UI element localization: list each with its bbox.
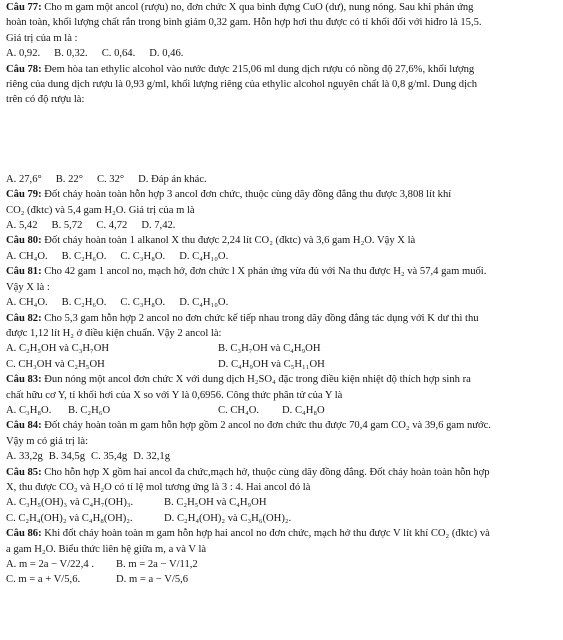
- q79-line2: CO₂ (đktc) và 5,4 gam H₂O. Giá trị của m là: [6, 204, 195, 216]
- q83-option-a: A. C₃H₈O.: [6, 404, 52, 416]
- q84-options: [6, 449, 559, 464]
- q80-option-d: D. C₄H₁₀O.: [179, 250, 229, 262]
- q78-line2: riêng của dung dịch rượu là 0,93 g/ml, khối lượng riêng của ethylic alcohol nguyên chất là 0,8 g/ml. Dung dịch: [6, 79, 478, 91]
- q85-line2: X, thu được CO₂ và H₂O có tỉ lệ mol tương ứng là 3 : 4. Hai ancol đó là: [6, 481, 311, 493]
- q77-line1: Câu 77: Cho m gam một ancol (rượu) no, đơn chức X qua bình đựng CuO (dư), nung nóng. Sau khi phản ứng: [6, 2, 474, 13]
- q85-options-row1: [6, 495, 559, 510]
- q81-line1: Câu 81: Cho 42 gam 1 ancol no, mạch hở, đơn chức l X phản ứng vừa đủ với Na thu được H₂ và 57,4 gam muối.: [6, 266, 487, 278]
- q79-option-b: B. 5,72: [51, 220, 83, 232]
- q82-option-c: C. CH₃OH và C₂H₅OH: [6, 358, 105, 370]
- q78-options: [6, 172, 559, 187]
- q85-option-b: B. C₂H₅OH và C₄H₉OH: [164, 497, 267, 509]
- q79-option-a: A. 5,42: [6, 220, 38, 232]
- q83-option-d: D. C₄H₈O: [282, 404, 325, 416]
- q81-option-d: D. C₄H₁₀O.: [179, 297, 229, 309]
- q78-option-d: D. Đáp án khác.: [138, 173, 207, 185]
- q81-option-a: A. CH₄O.: [6, 297, 48, 309]
- q83-option-c: C. CH₄O.: [218, 404, 260, 416]
- q82-option-b: B. C₃H₇OH và C₄H₉OH: [218, 343, 321, 355]
- q83-line1: Câu 83: Đun nóng một ancol đơn chức X với dung dịch H₂SO₄ đặc trong điều kiện nhiệt độ thích hợp sinh ra: [6, 374, 471, 386]
- q79-option-d: D. 7,42.: [141, 220, 176, 232]
- q84-option-d: D. 32,1g: [133, 451, 170, 463]
- q86-options-row2: [6, 572, 559, 587]
- q86-option-c: C. m = a + V/5,6.: [6, 574, 81, 586]
- q79-line1: Câu 79: Đốt cháy hoàn toàn hỗn hợp 3 ancol đơn chức, thuộc cùng dãy đồng đẳng thu được 3,808 lít khí: [6, 189, 452, 201]
- q85-options-row2: [6, 511, 559, 526]
- q84-line2: Vậy m có giá trị là:: [6, 435, 89, 447]
- q79-options: [6, 218, 559, 233]
- q80-options: [6, 249, 559, 264]
- q77-line2: hoàn toàn, khối lượng chất rắn trong bình giảm 0,32 gam. Hỗn hợp hơi thu được có tỉ khối đối với hiđro là 15,5.: [6, 17, 482, 29]
- q82-option-a: A. C₂H₅OH và C₃H₇OH: [6, 343, 110, 355]
- q84-option-c: C. 35,4g: [91, 451, 128, 463]
- q79-option-c: C. 4,72: [96, 220, 128, 232]
- q83-option-b: B. C₂H₆O: [68, 404, 111, 416]
- q80-option-c: C. C₃H₈O.: [120, 250, 166, 262]
- q82-options-row2: [6, 357, 559, 372]
- q86-option-d: D. m = a − V/5,6: [116, 574, 189, 586]
- q84-option-b: B. 34,5g: [48, 451, 85, 463]
- q77-option-b: B. 0,32.: [54, 48, 88, 60]
- q81-option-b: B. C₂H₆O.: [61, 297, 107, 309]
- q82-line1: Câu 82: Cho 5,3 gam hỗn hợp 2 ancol no đơn chức kế tiếp nhau trong dãy đồng đẳng tác dụng với K dư thì thu: [6, 312, 479, 324]
- q81-option-c: C. C₃H₈O.: [120, 297, 166, 309]
- q78-option-c: C. 32°: [96, 173, 125, 185]
- q77-line3: Giá trị của m là :: [6, 32, 78, 44]
- q85-option-d: D. C₂H₄(OH)₂ và C₃H₆(OH)₂.: [164, 512, 292, 524]
- q86-line2: a gam H₂O. Biểu thức liên hệ giữa m, a và V là: [6, 543, 207, 555]
- q81-options: [6, 295, 559, 310]
- q78-line1: Câu 78: Đem hòa tan ethylic alcohol vào nước được 215,06 ml dung dịch rượu có nồng độ 27,6%, khối lượng: [6, 63, 475, 75]
- q80-option-a: A. CH₄O.: [6, 250, 48, 262]
- q85-option-a: A. C₃H₅(OH)₃ và C₄H₇(OH)₃.: [6, 497, 134, 509]
- q77-option-a: A. 0,92.: [6, 48, 41, 60]
- q86-options-row1: [6, 557, 559, 572]
- q86-line1: Câu 86: Khi đốt cháy hoàn toàn m gam hỗn hợp hai ancol no đơn chức, mạch hở thu được V lít khí CO₂ (đktc) và: [6, 528, 490, 540]
- q86-option-a: A. m = 2a − V/22,4 .: [6, 559, 94, 570]
- q82-options-row1: [6, 341, 559, 356]
- q83-line2: chất hữu cơ Y, tỉ khối hơi của X so với Y là 0,6956. Công thức phân tử của Y là: [6, 389, 343, 401]
- q83-options: [6, 403, 559, 418]
- q82-option-d: D. C₄H₉OH và C₅H₁₁OH: [218, 358, 325, 370]
- q77-option-d: D. 0,46.: [149, 48, 184, 60]
- q86-option-b: B. m = 2a − V/11,2: [116, 559, 198, 570]
- q77-option-c: C. 0,64.: [101, 48, 136, 60]
- q80-option-b: B. C₂H₆O.: [61, 250, 107, 262]
- q84-line1: Câu 84: Đốt cháy hoàn toàn m gam hỗn hợp gồm 2 ancol no đơn chức thu được 70,4 gam CO₂ và 39,6 gam nước.: [6, 420, 491, 432]
- q78-option-b: B. 22°: [55, 173, 83, 185]
- q82-line2: được 1,12 lít H₂ ở điều kiện chuẩn. Vậy 2 ancol là:: [6, 327, 222, 339]
- blank-space: [6, 108, 559, 172]
- q80-line1: Câu 80: Đốt cháy hoàn toàn 1 alkanol X thu được 2,24 lít CO₂ (đktc) và 3,6 gam H₂O. Vậy X là: [6, 235, 416, 247]
- q84-option-a: A. 33,2g: [6, 451, 43, 463]
- q78-option-a: A. 27,6°: [6, 173, 42, 185]
- q77-options: [6, 46, 559, 61]
- q85-option-c: C. C₂H₄(OH)₂ và C₄H₈(OH)₂.: [6, 512, 133, 524]
- q81-line2: Vậy X là :: [6, 281, 50, 293]
- q85-line1: Câu 85: Cho hỗn hợp X gồm hai ancol đa chức,mạch hở, thuộc cùng dãy đồng đẳng. Đốt cháy hoàn toàn hỗn hợp: [6, 466, 490, 478]
- q78-line3: trên có độ rượu là:: [6, 94, 85, 106]
